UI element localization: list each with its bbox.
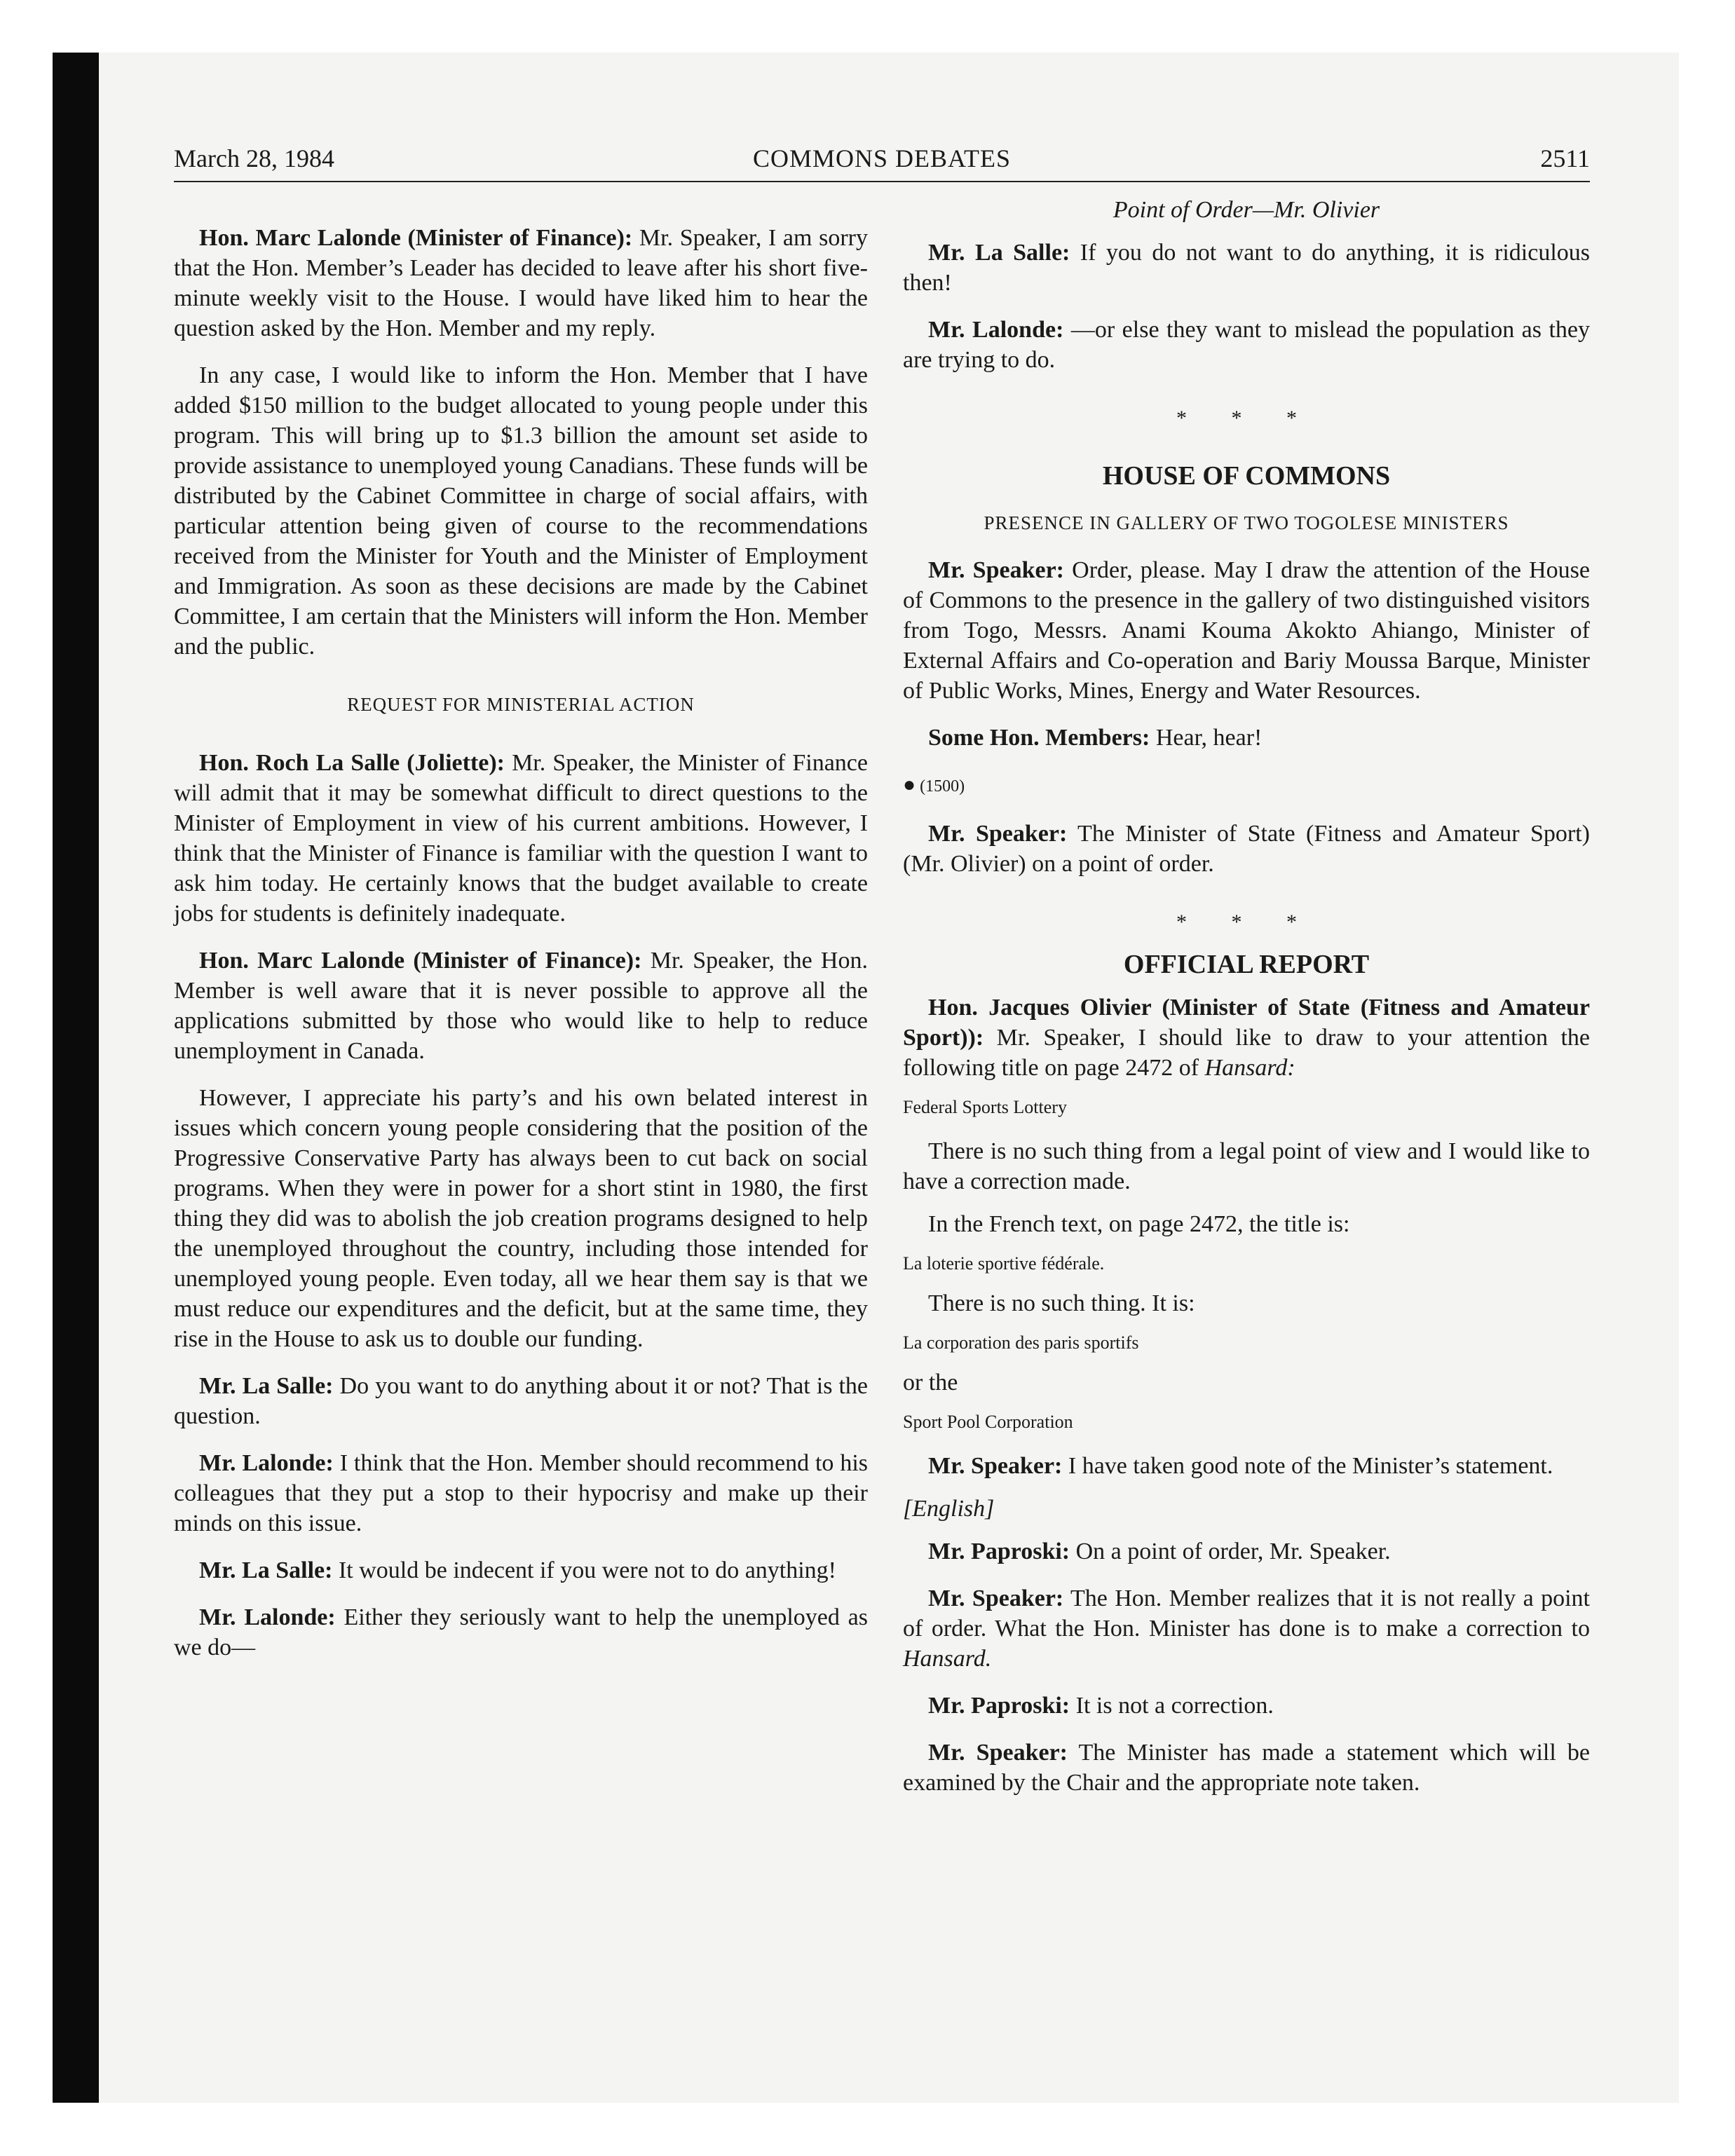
page-header xyxy=(174,144,1590,186)
quoted-title: Federal Sports Lottery xyxy=(903,1097,1067,1117)
speaker-name: Mr. Speaker: xyxy=(928,1585,1064,1611)
speaker-name: Mr. Paproski: xyxy=(928,1538,1070,1564)
section-heading: HOUSE OF COMMONS xyxy=(1102,461,1391,491)
speaker-name: Mr. Speaker: xyxy=(928,821,1068,847)
speech-text: Mr. Speaker, I am sorry that the Hon. Member’s Leader has decided to leave after his short five-minute weekly visit to the House. I would have liked him to hear the question asked by the Hon. Member and my reply. xyxy=(174,225,868,341)
speaker-name: Mr. Speaker: xyxy=(928,1453,1063,1479)
header-date: March 28, 1984 xyxy=(174,144,334,172)
paragraph: There is no such thing from a legal point of view and I would like to have a correction made. xyxy=(903,1138,1590,1194)
speech-text: It is not a correction. xyxy=(1070,1693,1274,1719)
speaker-name: Hon. Roch La Salle (Joliette): xyxy=(199,750,505,776)
bullet-icon: ● xyxy=(903,773,916,796)
paragraph xyxy=(174,748,868,929)
speech-text: Order, please. May I draw the attention of the House of Commons to the presence in the gallery of two distinguished visitors from Togo, Messrs. Anami Kouma Akokto Ahiango, Minister of External Affairs and Co-operation and Bariy Moussa Barque, Minister of Public Works, Mines, Energy and Water Resources. xyxy=(903,557,1590,704)
time-stamp: (1500) xyxy=(920,777,965,796)
running-head: Point of Order—Mr. Olivier xyxy=(1113,197,1380,223)
section-separator: * * * xyxy=(1176,910,1316,934)
header-rule xyxy=(174,181,1590,182)
speaker-name: Hon. Jacques Olivier (Minister of State (Fitness and Amateur Sport)): xyxy=(903,995,1590,1051)
paragraph xyxy=(903,555,1590,706)
speech-text: —or else they want to mislead the population as they are trying to do. xyxy=(903,317,1590,373)
hansard-reference: Hansard: xyxy=(1204,1055,1295,1081)
paragraph: or the xyxy=(903,1370,958,1396)
speaker-name: Mr. Speaker: xyxy=(928,557,1065,583)
speech-text: Mr. Speaker, the Minister of Finance will admit that it may be somewhat difficult to direct questions to the Minister of Employment in view of his current ambitions. However, I think that the Minister of Finance is familiar with the question I want to ask him today. He certainly knows that the budget available to create jobs for students is definitely inadequate. xyxy=(174,750,868,927)
speech-text: I have taken good note of the Minister’s statement. xyxy=(1062,1453,1553,1479)
paragraph xyxy=(174,223,868,343)
speech-text: Do you want to do anything about it or not? That is the question. xyxy=(174,1373,868,1429)
paragraph xyxy=(903,1536,1590,1567)
speech-text: It would be indecent if you were not to do anything! xyxy=(332,1557,837,1583)
quoted-title: La corporation des paris sportifs xyxy=(903,1332,1139,1353)
speaker-name: Mr. La Salle: xyxy=(928,240,1070,266)
paragraph xyxy=(174,1602,868,1663)
paragraph xyxy=(174,1555,868,1585)
section-separator: * * * xyxy=(1176,407,1316,430)
paragraph xyxy=(903,819,1590,879)
speaker-name: Mr. Paproski: xyxy=(928,1693,1070,1719)
paragraph: There is no such thing. It is: xyxy=(928,1290,1195,1316)
section-subheading: REQUEST FOR MINISTERIAL ACTION xyxy=(347,694,695,715)
paragraph: In the French text, on page 2472, the title is: xyxy=(928,1211,1350,1237)
speech-text: The Hon. Member realizes that it is not really a point of order. What the Hon. Minister has done is to make a correction to xyxy=(903,1585,1591,1642)
time-marker xyxy=(903,770,1590,802)
speech-text: Either they seriously want to help the unemployed as we do— xyxy=(174,1604,868,1660)
page-number: 2511 xyxy=(1540,144,1590,172)
quoted-title: Sport Pool Corporation xyxy=(903,1412,1073,1432)
speaker-name: Some Hon. Members: xyxy=(928,725,1150,751)
scan-binding-edge xyxy=(53,53,99,2103)
speech-text: I think that the Hon. Member should recommend to his colleagues that they put a stop to their hypocrisy and make up their minds on this issue. xyxy=(174,1450,868,1536)
speech-text: Mr. Speaker, the Hon. Member is well aware that it is never possible to approve all the applications submitted by those who would like to help to reduce unemployment in Canada. xyxy=(174,948,868,1064)
speaker-name: Mr. La Salle: xyxy=(199,1373,334,1399)
paragraph xyxy=(174,1371,868,1431)
speaker-name: Hon. Marc Lalonde (Minister of Finance): xyxy=(199,225,633,251)
speech-text: The Minister of State (Fitness and Amateur Sport) (Mr. Olivier) on a point of order. xyxy=(903,821,1591,877)
speech-text: Hear, hear! xyxy=(1150,725,1263,751)
speaker-name: Mr. Lalonde: xyxy=(928,317,1064,343)
paragraph xyxy=(174,946,868,1066)
speech-text: If you do not want to do anything, it is ridiculous then! xyxy=(903,240,1590,296)
paragraph xyxy=(903,1583,1590,1674)
paragraph xyxy=(903,238,1590,298)
speaker-name: Mr. Speaker: xyxy=(928,1740,1068,1766)
speech-text: Mr. Speaker, I should like to draw to your attention the following title on page 2472 of xyxy=(903,1025,1590,1081)
speaker-name: Mr. Lalonde: xyxy=(199,1450,334,1476)
speaker-name: Mr. Lalonde: xyxy=(199,1604,336,1630)
hansard-reference: Hansard. xyxy=(903,1646,992,1672)
paragraph xyxy=(903,1451,1590,1481)
quoted-title: La loterie sportive fédérale. xyxy=(903,1253,1105,1274)
header-title: COMMONS DEBATES xyxy=(752,144,1012,172)
speech-text: On a point of order, Mr. Speaker. xyxy=(1070,1538,1391,1564)
speaker-name: Mr. La Salle: xyxy=(199,1557,333,1583)
paragraph xyxy=(903,992,1590,1083)
section-subheading: PRESENCE IN GALLERY OF TWO TOGOLESE MINISTERS xyxy=(984,512,1509,533)
paragraph xyxy=(174,1448,868,1538)
paragraph xyxy=(903,1691,1590,1721)
paragraph xyxy=(903,315,1590,375)
section-heading: OFFICIAL REPORT xyxy=(1123,950,1370,979)
paragraph xyxy=(903,723,1590,753)
language-tag: [English] xyxy=(903,1496,995,1522)
paragraph: In any case, I would like to inform the Hon. Member that I have added $150 million to the budget allocated to young people under this program. This will bring up to $1.3 billion the amount set aside to provide assistance to unemployed young Canadians. These funds will be distributed by the Cabinet Committee in charge of social affairs, with particular attention being given of course to the recommendations received from the Minister for Youth and the Minister of Employment and Immigration. As soon as these decisions are made by the Cabinet Committee, I am certain that the Ministers will inform the Hon. Member and the public. xyxy=(174,362,868,660)
left-column xyxy=(174,195,868,1663)
speech-text: The Minister has made a statement which will be examined by the Chair and the appropriate note taken. xyxy=(903,1740,1590,1796)
paragraph xyxy=(903,1738,1590,1798)
right-column xyxy=(903,195,1590,1798)
paragraph: However, I appreciate his party’s and his own belated interest in issues which concern young people considering that the position of the Progressive Conservative Party has always been to cut back on social programs. When they were in power for a short stint in 1980, the first thing they did was to abolish the job creation programs designed to help the unemployed throughout the country, including those intended for unemployed young people. Even today, all we hear them say is that we must reduce our expenditures and the deficit, but at the same time, they rise in the House to ask us to double our funding. xyxy=(174,1085,868,1352)
speaker-name: Hon. Marc Lalonde (Minister of Finance): xyxy=(199,948,642,974)
